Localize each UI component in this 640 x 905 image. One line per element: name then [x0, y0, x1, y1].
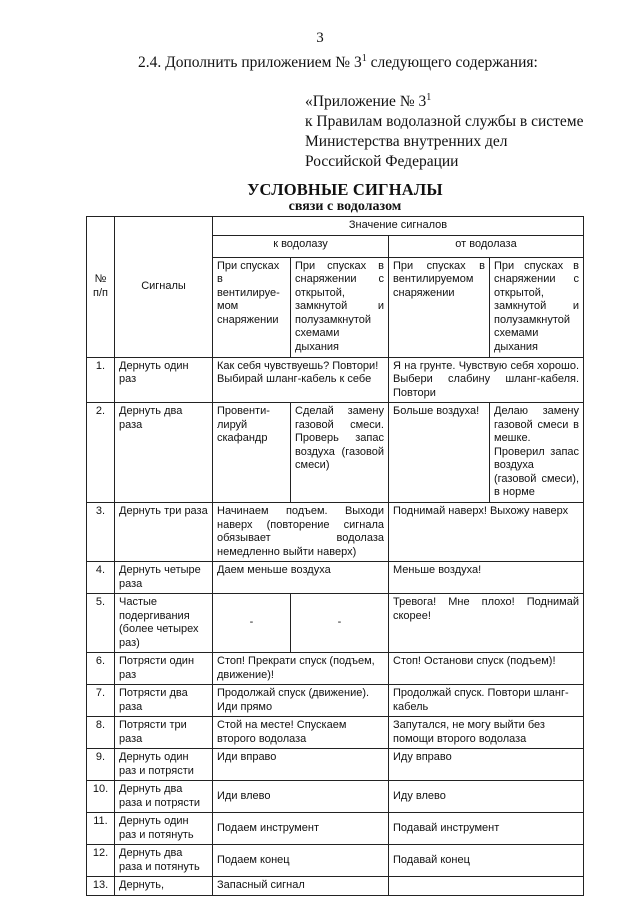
- header-to-diver: к водолазу: [213, 235, 389, 257]
- row-to-diver: Иди влево: [213, 781, 389, 813]
- row-from-diver: Продолжай спуск. Повтори шланг-кабель: [389, 685, 584, 717]
- row-to-vent: -: [213, 594, 291, 653]
- row-number: 11.: [87, 813, 115, 845]
- appendix-line-1: «Приложение № 3: [305, 93, 427, 110]
- row-from-diver: Поднимай наверх! Выхожу наверх: [389, 503, 584, 562]
- row-to-diver: Начинаем подъем. Выходи наверх (повторение сигнала обязывает водолаза немедленно выйти наверх): [213, 503, 389, 562]
- page-number: 3: [316, 30, 324, 46]
- row-from-diver: Меньше воздуха!: [389, 562, 584, 594]
- row-signal: Дернуть,: [115, 877, 213, 896]
- table-row: [87, 403, 584, 503]
- row-number: 2.: [87, 403, 115, 503]
- row-number: 7.: [87, 685, 115, 717]
- header-from-diver: от водолаза: [389, 235, 584, 257]
- table-row: [87, 562, 584, 594]
- appendix-superscript: 1: [426, 91, 432, 103]
- row-signal: Потрясти два раза: [115, 685, 213, 717]
- row-signal: Дернуть два раза и потрясти: [115, 781, 213, 813]
- row-from-diver: Я на грунте. Чувствую себя хорошо. Выбери слабину шланг-кабеля. Повтори: [389, 357, 584, 403]
- row-number: 13.: [87, 877, 115, 896]
- row-to-diver: Стой на месте! Спускаем второго водолаза: [213, 717, 389, 749]
- table-row: [87, 845, 584, 877]
- document-subtitle: связи с водолазом: [288, 199, 402, 214]
- row-from-diver: Иду вправо: [389, 749, 584, 781]
- table-row: [87, 877, 584, 896]
- row-signal: Частые подергивания (более четырех раз): [115, 594, 213, 653]
- table-row: [87, 503, 584, 562]
- intro-paragraph: [138, 54, 538, 72]
- row-from-diver: Тревога! Мне плохо! Поднимай скорее!: [389, 594, 584, 653]
- row-signal: Дернуть один раз и потянуть: [115, 813, 213, 845]
- row-to-diver: Подаем инструмент: [213, 813, 389, 845]
- row-to-other: -: [291, 594, 389, 653]
- row-to-diver: Запасный сигнал: [213, 877, 389, 896]
- header-signals: Сигналы: [115, 217, 213, 358]
- row-to-diver: Подаем конец: [213, 845, 389, 877]
- row-number: 3.: [87, 503, 115, 562]
- table-row: [87, 813, 584, 845]
- row-from-diver: Стоп! Останови спуск (подъем)!: [389, 653, 584, 685]
- row-number: 8.: [87, 717, 115, 749]
- row-signal: Дернуть два раза: [115, 403, 213, 503]
- table-row: [87, 357, 584, 403]
- subheader-to-vent: При спусках в вентилируе-мом снаряжении: [213, 257, 291, 357]
- row-number: 4.: [87, 562, 115, 594]
- row-signal: Потрясти один раз: [115, 653, 213, 685]
- row-to-diver: Как себя чувствуешь? Повтори! Выбирай шланг-кабель к себе: [213, 357, 389, 403]
- subheader-from-vent: При спусках в вентилируемом снаряжении: [389, 257, 490, 357]
- row-number: 1.: [87, 357, 115, 403]
- row-number: 5.: [87, 594, 115, 653]
- intro-superscript: 1: [361, 52, 367, 64]
- intro-text: 2.4. Дополнить приложением № 3: [138, 54, 362, 71]
- row-number: 9.: [87, 749, 115, 781]
- table-row: [87, 685, 584, 717]
- row-to-diver: Продолжай спуск (движение). Иди прямо: [213, 685, 389, 717]
- signals-table: [86, 216, 584, 896]
- row-number: 12.: [87, 845, 115, 877]
- appendix-line-4: Российской Федерации: [305, 153, 459, 170]
- table-row: [87, 717, 584, 749]
- row-from-diver: Подавай инструмент: [389, 813, 584, 845]
- row-number: 10.: [87, 781, 115, 813]
- table-row: [87, 749, 584, 781]
- appendix-line-2: к Правилам водолазной службы в системе: [305, 113, 584, 130]
- document-title: УСЛОВНЫЕ СИГНАЛЫ: [247, 180, 443, 199]
- subheader-from-other: При спусках в снаряжении с открытой, замкнутой и полузамкнутой схемами дыхания: [490, 257, 584, 357]
- row-number: 6.: [87, 653, 115, 685]
- appendix-heading: [305, 92, 583, 172]
- row-to-other: Сделай замену газовой смеси. Проверь запас воздуха (газовой смеси): [291, 403, 389, 503]
- row-from-diver: Иду влево: [389, 781, 584, 813]
- header-meaning: Значение сигналов: [213, 217, 584, 236]
- row-to-diver: Иди вправо: [213, 749, 389, 781]
- appendix-line-3: Министерства внутренних дел: [305, 133, 508, 150]
- table-row: [87, 781, 584, 813]
- row-from-vent: Больше воздуха!: [389, 403, 490, 503]
- row-from-diver: Подавай конец: [389, 845, 584, 877]
- subheader-to-other: При спусках в снаряжении с открытой, замкнутой и полузамкнутой схемами дыхания: [291, 257, 389, 357]
- header-number: № п/п: [87, 217, 115, 358]
- row-to-vent: Провенти-лируй скафандр: [213, 403, 291, 503]
- row-from-diver: [389, 877, 584, 896]
- table-row: [87, 594, 584, 653]
- intro-tail: следующего содержания:: [366, 54, 538, 71]
- row-signal: Дернуть три раза: [115, 503, 213, 562]
- row-to-diver: Даем меньше воздуха: [213, 562, 389, 594]
- row-from-diver: Запутался, не могу выйти без помощи второго водолаза: [389, 717, 584, 749]
- table-row: [87, 653, 584, 685]
- row-signal: Потрясти три раза: [115, 717, 213, 749]
- row-signal: Дернуть два раза и потянуть: [115, 845, 213, 877]
- row-to-diver: Стоп! Прекрати спуск (подъем, движение)!: [213, 653, 389, 685]
- row-signal: Дернуть четыре раза: [115, 562, 213, 594]
- row-from-other: Делаю замену газовой смеси в мешке. Проверил запас воздуха (газовой смеси), в норме: [490, 403, 584, 503]
- row-signal: Дернуть один раз: [115, 357, 213, 403]
- row-signal: Дернуть один раз и потрясти: [115, 749, 213, 781]
